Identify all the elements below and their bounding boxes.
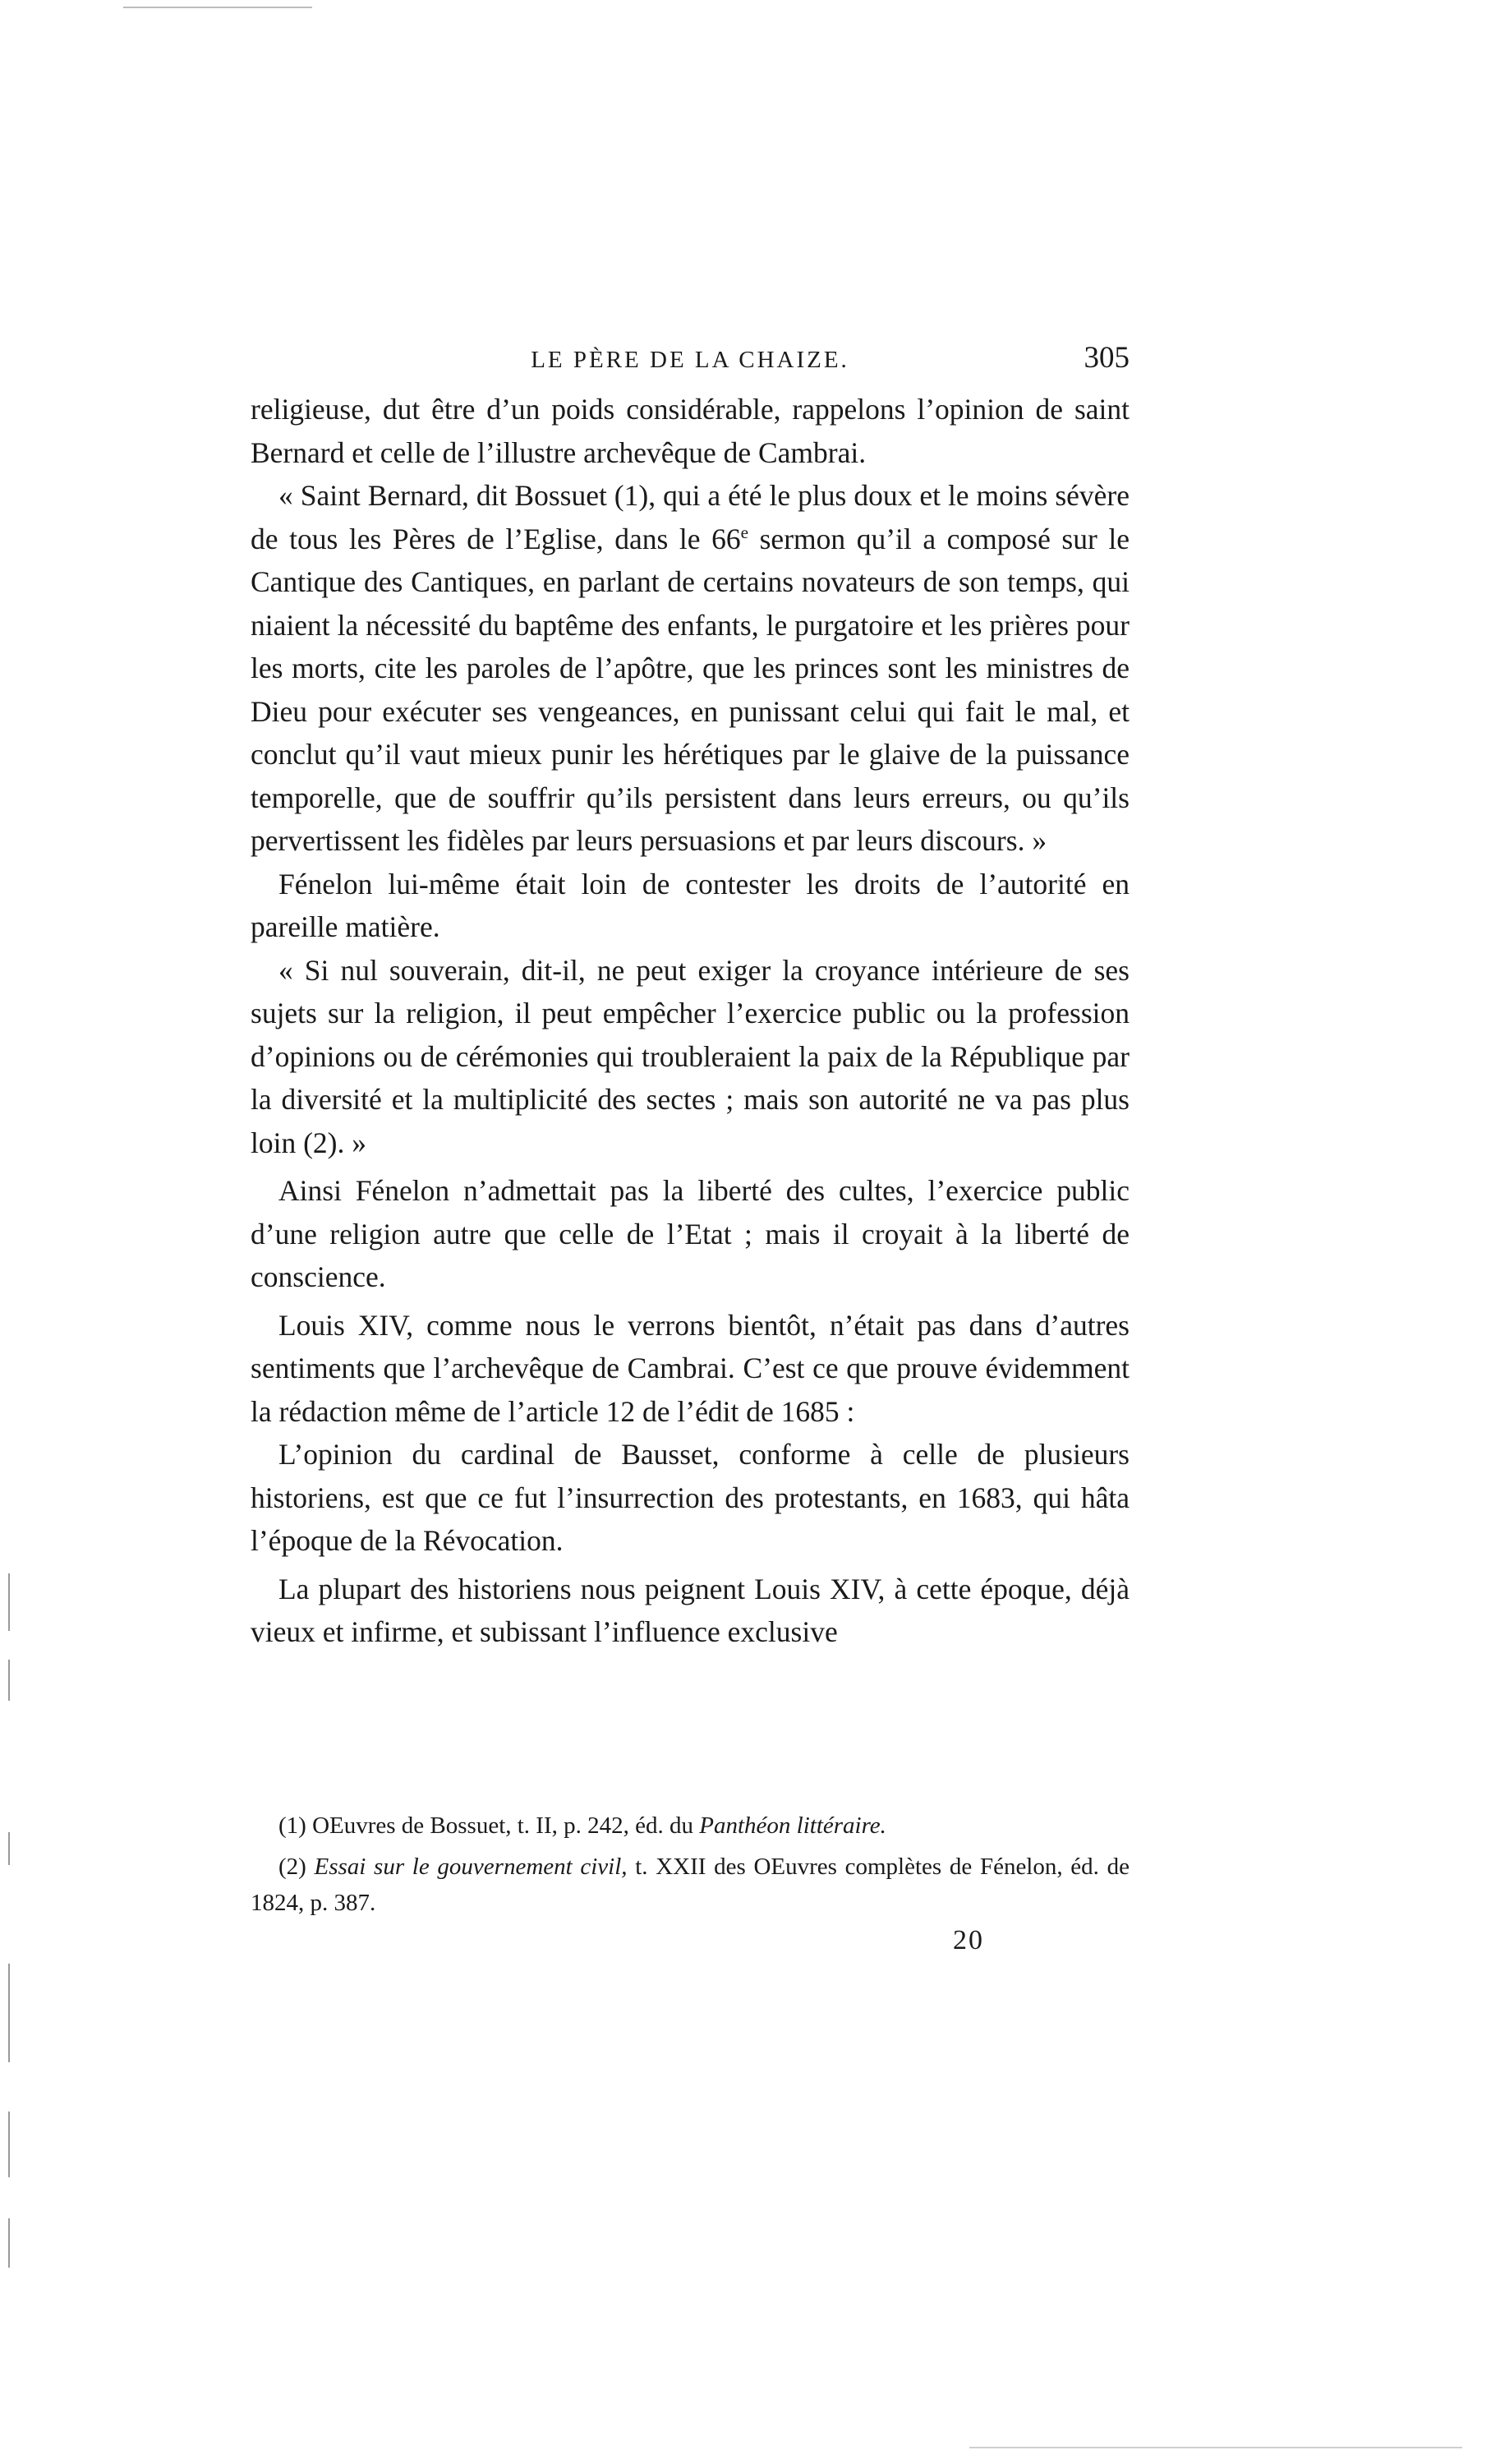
footnotes	[251, 1808, 1130, 1926]
paragraph: religieuse, dut être d’un poids considérable, rappelons l’opinion de saint Bernard et celle de l’illustre archevêque de Cambrai.	[251, 393, 1130, 469]
running-title: LE PÈRE DE LA CHAIZE.	[531, 347, 849, 373]
paragraph: La plupart des historiens nous peignent Louis XIV, à cette époque, déjà vieux et infirme, et subissant l’influence exclusive	[251, 1572, 1130, 1648]
text-italic: Panthéon littéraire.	[699, 1812, 886, 1839]
scan-artifact-margin	[8, 1660, 10, 1701]
superscript: e	[740, 522, 749, 542]
paragraph-quote-bossuet	[251, 474, 1130, 863]
running-head	[251, 337, 1130, 386]
scan-artifact-margin	[8, 1832, 10, 1865]
footnote-2	[251, 1849, 1130, 1921]
scan-artifact-margin	[8, 2112, 10, 2177]
text-span: « Saint Bernard, dit Bossuet (1), qui a été le plus doux et le moins sévère de tous les Pères de l’Eglise, dans le 66	[251, 479, 1130, 555]
text-span: t. XXII des OEuvres complètes de Fénelon, éd. de 1824, p. 387.	[251, 1854, 1130, 1916]
signature-mark: 20	[953, 1925, 984, 1955]
paragraph-quote-fenelon: « Si nul souverain, dit-il, ne peut exiger la croyance intérieure de ses sujets sur la religion, il peut empêcher l’exercice public ou la profession d’opinions ou de cérémonies qui troubleraient la paix de la République par la diversité et la multiplicité des sectes ; mais son autorité ne va pas plus loin (2). »	[251, 953, 1130, 1159]
paragraph: Ainsi Fénelon n’admettait pas la liberté des cultes, l’exercice public d’une religion autre que celle de l’Etat ; mais il croyait à la liberté de conscience.	[251, 1174, 1130, 1293]
scan-artifact-margin	[8, 2218, 10, 2268]
scan-artifact-margin	[8, 1964, 10, 2062]
page-number: 305	[1084, 341, 1130, 375]
text-span: sermon qu’il a composé sur le Cantique des Cantiques, en parlant de certains novateurs de son temps, qui niaient la nécessité du baptême des enfants, le purgatoire et les prières pour les morts, cite les paroles de l’apôtre, que les princes sont les ministres de Dieu pour exécuter ses vengeances, en punissant celui qui fait le mal, et conclut qu’il vaut mieux punir les hérétiques par le glaive de la puissance temporelle, que de souffrir qu’ils persistent dans leurs erreurs, ou qu’ils pervertissent les fidèles par leurs persuasions et par leurs discours. »	[251, 522, 1130, 857]
scan-artifact-top	[123, 7, 312, 8]
footnote-1	[251, 1808, 1130, 1844]
scan-artifact-bottom	[969, 2447, 1462, 2448]
paragraph: Louis XIV, comme nous le verrons bientôt, n’était pas dans d’autres sentiments que l’archevêque de Cambrai. C’est ce que prouve évidemment la rédaction même de l’article 12 de l’édit de 1685 :	[251, 1308, 1130, 1428]
paragraph: L’opinion du cardinal de Bausset, conforme à celle de plusieurs historiens, est que ce fut l’insurrection des protestants, en 1683, qui hâta l’époque de la Révocation.	[251, 1438, 1130, 1557]
scan-artifact-margin	[8, 1573, 10, 1631]
paragraph: Fénelon lui-même était loin de contester les droits de l’autorité en pareille matière.	[251, 867, 1130, 943]
text-italic: Essai sur le gouvernement civil,	[314, 1854, 628, 1880]
text-span: (1) OEuvres de Bossuet, t. II, p. 242, éd. du	[278, 1812, 700, 1839]
text-span: (2)	[278, 1854, 315, 1880]
main-text	[251, 388, 1130, 1654]
